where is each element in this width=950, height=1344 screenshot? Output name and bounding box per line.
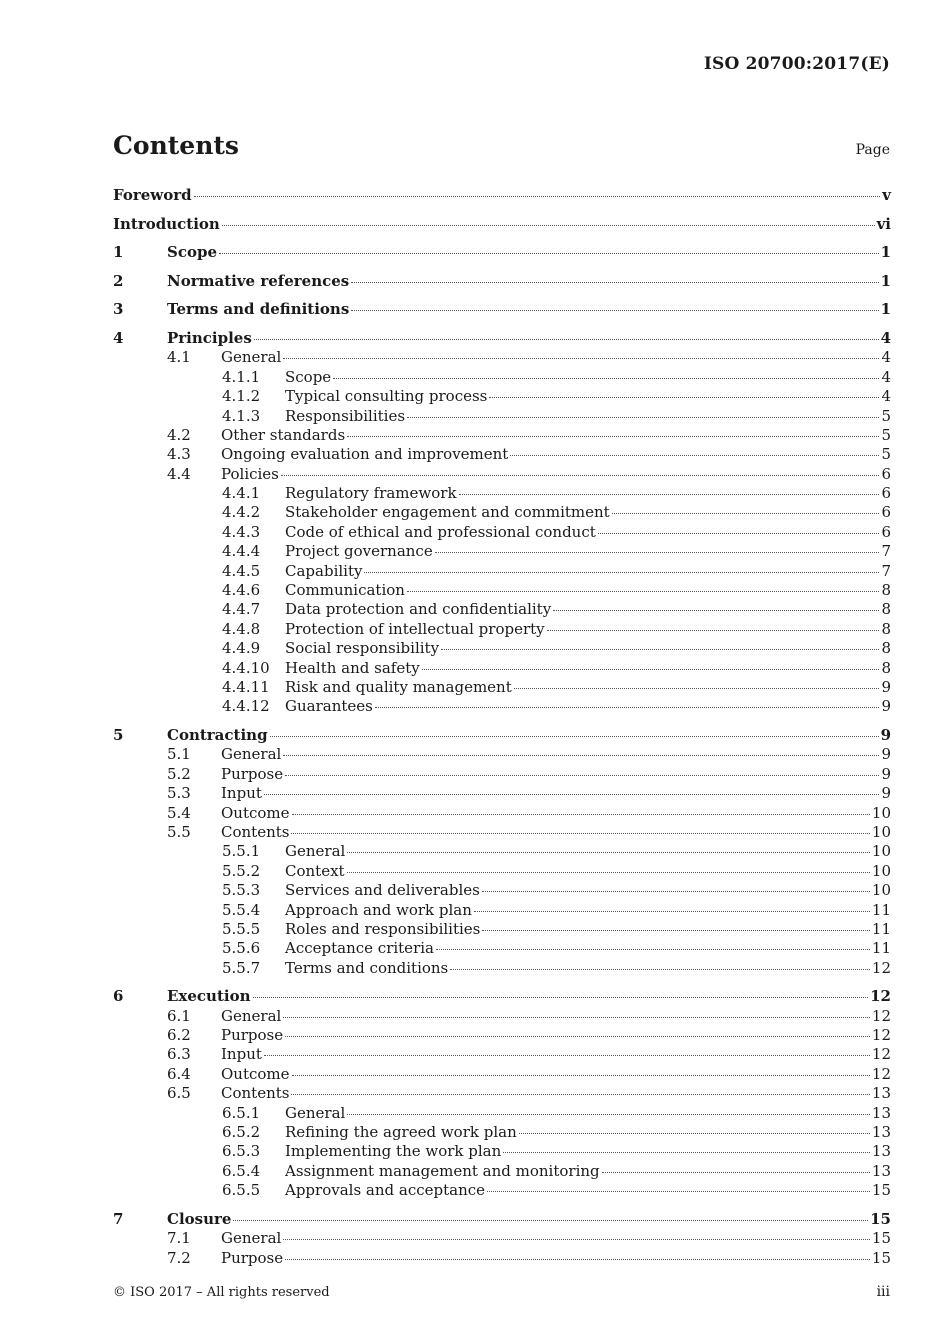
toc-entry-page: 13 — [871, 1161, 891, 1180]
toc-entry-title: Refining the agreed work plan — [285, 1123, 517, 1141]
toc-entry-title: Outcome — [221, 803, 290, 822]
toc-entry[interactable] — [113, 862, 891, 881]
toc-entry-title: General — [285, 842, 346, 861]
toc-dot-leader — [351, 310, 878, 311]
toc-dot-leader — [253, 997, 869, 998]
toc-entry-title: Roles and responsibilities — [285, 919, 481, 938]
toc-dot-leader — [347, 436, 879, 437]
toc-entry-title: Typical consulting process — [285, 387, 488, 406]
toc-entry[interactable] — [113, 581, 891, 600]
toc-entry-title: Normative references — [167, 271, 350, 290]
toc-entry-page: 6 — [881, 522, 891, 541]
toc-entry-title: Introduction — [113, 214, 220, 233]
toc-entry-page: 9 — [881, 697, 891, 716]
toc-entry-page: 11 — [871, 900, 891, 919]
toc-entry[interactable] — [113, 639, 891, 658]
toc-entry-number: 4.2 — [167, 425, 191, 444]
toc-entry[interactable] — [113, 1181, 891, 1200]
toc-entry-page: 5 — [881, 406, 891, 425]
toc-entry-title: Health and safety — [285, 658, 420, 677]
toc-entry-title: Project governance — [285, 542, 433, 561]
toc-entry-number: 6.1 — [167, 1006, 191, 1025]
toc-entry-title: Foreword — [113, 186, 192, 204]
toc-entry-page: 12 — [871, 1006, 891, 1025]
toc-entry[interactable] — [113, 445, 891, 464]
toc-entry[interactable] — [113, 1201, 891, 1230]
toc-entry[interactable] — [113, 1084, 891, 1103]
toc-dot-leader — [285, 775, 879, 776]
toc-entry-page: 12 — [870, 987, 891, 1006]
toc-entry-title: Capability — [285, 561, 363, 580]
toc-dot-leader — [333, 378, 879, 379]
toc-entry-number: 6.5.4 — [222, 1161, 261, 1180]
toc-entry-number: 4.4.8 — [222, 619, 261, 638]
toc-entry-title: Ongoing evaluation and improvement — [221, 445, 509, 464]
toc-entry-number: 5.5.6 — [222, 939, 261, 958]
toc-entry-page: 1 — [880, 243, 891, 262]
table-of-contents — [113, 186, 891, 1268]
toc-entry[interactable] — [113, 234, 891, 263]
toc-entry-number: 4.1.3 — [222, 406, 261, 425]
toc-dot-leader — [283, 755, 879, 756]
toc-entry[interactable] — [113, 263, 891, 292]
toc-entry-page: 1 — [880, 300, 891, 319]
toc-entry-number: 4.1.1 — [222, 367, 261, 386]
toc-dot-leader — [503, 1152, 870, 1153]
toc-entry-page: 9 — [880, 725, 891, 744]
toc-entry-title: Terms and conditions — [285, 958, 449, 977]
toc-dot-leader — [292, 814, 870, 815]
toc-entry-title: Services and deliverables — [285, 881, 480, 900]
toc-entry-number: 4.1.2 — [222, 387, 261, 406]
toc-entry-title: Purpose — [221, 764, 284, 783]
toc-entry-number: 6.5.3 — [222, 1142, 261, 1161]
toc-entry-number: 6.5.5 — [222, 1181, 261, 1200]
toc-entry-title: Contracting — [167, 725, 268, 744]
toc-dot-leader — [222, 225, 875, 226]
toc-entry-number: 4.4.10 — [222, 658, 270, 677]
toc-entry[interactable] — [113, 542, 891, 561]
toc-entry-number: 5.5.5 — [222, 919, 261, 938]
toc-entry-title: Contents — [221, 1084, 290, 1103]
toc-entry-number: 5.5.4 — [222, 900, 261, 919]
toc-entry-number: 4.4.6 — [222, 581, 261, 600]
toc-entry-page: 10 — [871, 842, 891, 861]
toc-entry[interactable] — [113, 1249, 891, 1268]
toc-entry-title: Scope — [167, 243, 218, 262]
toc-entry[interactable] — [113, 348, 891, 367]
toc-entry-number: 4.4.11 — [222, 678, 270, 696]
toc-entry-number: 7.1 — [167, 1229, 191, 1248]
toc-dot-leader — [435, 552, 880, 553]
toc-dot-leader — [489, 397, 879, 398]
toc-entry-number: 5 — [113, 725, 124, 744]
toc-entry-title: Assignment management and monitoring — [285, 1161, 600, 1180]
toc-dot-leader — [510, 455, 879, 456]
toc-entry-title: Data protection and confidentiality — [285, 600, 552, 619]
toc-entry-page: 6 — [881, 484, 891, 503]
toc-entry-title: Responsibilities — [285, 406, 406, 425]
toc-entry-title: Approach and work plan — [285, 900, 472, 919]
toc-dot-leader — [347, 872, 870, 873]
toc-entry[interactable] — [113, 678, 891, 697]
toc-entry[interactable] — [113, 1045, 891, 1064]
toc-dot-leader — [285, 1259, 870, 1260]
toc-dot-leader — [264, 794, 880, 795]
toc-entry-page: 10 — [871, 822, 891, 841]
toc-entry-title: General — [285, 1103, 346, 1122]
toc-entry-page: 6 — [881, 464, 891, 483]
toc-entry-title: Principles — [167, 328, 252, 347]
toc-entry[interactable] — [113, 186, 891, 205]
toc-entry-number: 5.5 — [167, 822, 191, 841]
toc-entry[interactable] — [113, 823, 891, 842]
toc-entry-page: 8 — [881, 600, 891, 619]
toc-entry-number: 4.4.1 — [222, 484, 261, 503]
toc-entry-title: Stakeholder engagement and commitment — [285, 503, 610, 522]
toc-entry-page: 11 — [871, 919, 891, 938]
toc-dot-leader — [219, 253, 879, 254]
toc-entry[interactable] — [113, 1104, 891, 1123]
toc-entry[interactable] — [113, 562, 891, 581]
toc-entry-number: 4 — [113, 328, 124, 347]
toc-entry-number: 4.4.12 — [222, 697, 270, 716]
toc-entry-title: Input — [221, 784, 262, 803]
toc-entry[interactable] — [113, 717, 891, 746]
toc-entry-number: 5.4 — [167, 803, 191, 822]
toc-entry-page: vi — [876, 214, 891, 233]
toc-entry[interactable] — [113, 697, 891, 716]
toc-entry-page: 13 — [871, 1142, 891, 1161]
toc-entry-title: Terms and definitions — [167, 300, 350, 319]
toc-dot-leader — [364, 572, 879, 573]
toc-entry[interactable] — [113, 426, 891, 445]
toc-entry-number: 6.4 — [167, 1064, 191, 1083]
toc-entry-page: 4 — [880, 328, 891, 347]
toc-entry-title: Code of ethical and professional conduct — [285, 522, 596, 541]
toc-entry-title: Other standards — [221, 425, 346, 444]
toc-entry-page: 12 — [871, 1064, 891, 1083]
toc-dot-leader — [459, 494, 880, 495]
toc-dot-leader — [233, 1220, 868, 1221]
toc-entry-page: 1 — [880, 271, 891, 290]
toc-entry-page: 8 — [881, 619, 891, 638]
page-title: Contents — [113, 131, 240, 160]
toc-entry-page: 10 — [871, 861, 891, 880]
toc-entry[interactable] — [113, 842, 891, 861]
toc-entry-title: Regulatory framework — [285, 484, 457, 503]
toc-dot-leader — [514, 688, 880, 689]
toc-entry[interactable] — [113, 978, 891, 1007]
toc-dot-leader — [283, 358, 879, 359]
toc-entry[interactable] — [113, 920, 891, 939]
toc-entry[interactable] — [113, 1142, 891, 1161]
toc-entry-page: 11 — [871, 939, 891, 958]
toc-entry-number: 5.1 — [167, 745, 191, 764]
toc-entry-title: Purpose — [221, 1248, 284, 1267]
toc-entry-number: 4.4.5 — [222, 561, 261, 580]
toc-entry-title: Risk and quality management — [285, 678, 512, 696]
toc-entry-title: Implementing the work plan — [285, 1142, 502, 1161]
toc-entry[interactable] — [113, 1007, 891, 1026]
toc-entry-number: 4.4.4 — [222, 542, 261, 561]
toc-entry-title: General — [221, 1006, 282, 1025]
toc-dot-leader — [487, 1191, 870, 1192]
toc-entry[interactable] — [113, 881, 891, 900]
toc-entry-number: 4.4.2 — [222, 503, 261, 522]
toc-dot-leader — [281, 475, 880, 476]
toc-entry-number: 6 — [113, 987, 124, 1006]
toc-entry-number: 1 — [113, 243, 124, 262]
toc-entry[interactable] — [113, 523, 891, 542]
toc-entry-title: Approvals and acceptance — [285, 1181, 486, 1200]
toc-dot-leader — [602, 1172, 870, 1173]
toc-entry-title: General — [221, 745, 282, 764]
toc-entry-number: 5.5.7 — [222, 958, 261, 977]
toc-entry-number: 4.3 — [167, 445, 191, 464]
toc-entry-number: 7.2 — [167, 1248, 191, 1267]
toc-entry-number: 4.4.7 — [222, 600, 261, 619]
toc-entry-page: 15 — [870, 1209, 891, 1228]
toc-entry-page: 6 — [881, 503, 891, 522]
toc-entry-number: 6.3 — [167, 1045, 191, 1064]
toc-entry-page: 7 — [881, 542, 891, 561]
footer-copyright: © ISO 2017 – All rights reserved — [113, 1285, 330, 1300]
toc-dot-leader — [547, 630, 880, 631]
toc-dot-leader — [254, 339, 879, 340]
toc-entry-number: 6.5 — [167, 1084, 191, 1103]
toc-entry-title: Closure — [167, 1209, 232, 1228]
toc-entry[interactable] — [113, 503, 891, 522]
toc-entry-number: 4.4.9 — [222, 639, 261, 658]
toc-entry[interactable] — [113, 291, 891, 320]
toc-dot-leader — [283, 1017, 870, 1018]
toc-entry[interactable] — [113, 659, 891, 678]
toc-entry-page: 8 — [881, 639, 891, 658]
toc-dot-leader — [482, 930, 870, 931]
toc-entry-title: Context — [285, 861, 345, 880]
toc-entry-page: 9 — [881, 745, 891, 764]
toc-entry-title: Execution — [167, 987, 251, 1006]
toc-dot-leader — [347, 852, 870, 853]
toc-entry[interactable] — [113, 1026, 891, 1045]
toc-entry-number: 3 — [113, 300, 124, 319]
toc-entry-title: Purpose — [221, 1026, 284, 1045]
toc-dot-leader — [553, 610, 879, 611]
toc-entry-number: 7 — [113, 1209, 124, 1228]
toc-dot-leader — [441, 649, 879, 650]
toc-entry-number: 5.5.3 — [222, 881, 261, 900]
toc-entry-page: 10 — [871, 881, 891, 900]
toc-dot-leader — [351, 282, 878, 283]
toc-entry-title: Contents — [221, 822, 290, 841]
toc-entry-page: 9 — [881, 678, 891, 696]
toc-entry-title: Communication — [285, 581, 405, 600]
toc-entry-title: Guarantees — [285, 697, 373, 716]
toc-entry-number: 4.4 — [167, 464, 191, 483]
toc-entry[interactable] — [113, 484, 891, 503]
toc-entry-title: Policies — [221, 464, 279, 483]
toc-entry-page: 15 — [871, 1248, 891, 1267]
page-column-label: Page — [855, 142, 890, 158]
toc-entry-number: 6.2 — [167, 1026, 191, 1045]
toc-entry-title: General — [221, 1229, 282, 1248]
toc-entry-page: v — [882, 186, 891, 204]
toc-entry-title: Acceptance criteria — [285, 939, 434, 958]
toc-entry[interactable] — [113, 901, 891, 920]
toc-entry[interactable] — [113, 620, 891, 639]
toc-dot-leader — [422, 669, 880, 670]
document-identifier: ISO 20700:2017(E) — [703, 54, 890, 74]
toc-entry-page: 13 — [871, 1103, 891, 1122]
toc-entry-number: 4.1 — [167, 348, 191, 367]
toc-entry-number: 5.3 — [167, 784, 191, 803]
toc-dot-leader — [283, 1239, 870, 1240]
toc-dot-leader — [407, 417, 879, 418]
toc-entry-page: 4 — [881, 387, 891, 406]
toc-entry[interactable] — [113, 784, 891, 803]
toc-dot-leader — [292, 1075, 870, 1076]
toc-entry[interactable] — [113, 368, 891, 387]
toc-entry-number: 5.2 — [167, 764, 191, 783]
toc-dot-leader — [194, 196, 881, 197]
toc-entry-number: 4.4.3 — [222, 522, 261, 541]
toc-entry-page: 7 — [881, 561, 891, 580]
toc-entry-number: 2 — [113, 271, 124, 290]
toc-dot-leader — [612, 513, 880, 514]
toc-entry[interactable] — [113, 1162, 891, 1181]
toc-dot-leader — [291, 833, 869, 834]
toc-dot-leader — [598, 533, 880, 534]
toc-entry-page: 12 — [871, 1045, 891, 1064]
toc-dot-leader — [375, 707, 880, 708]
toc-entry[interactable] — [113, 745, 891, 764]
toc-entry-title: Social responsibility — [285, 639, 440, 658]
toc-entry[interactable] — [113, 959, 891, 978]
toc-entry-page: 8 — [881, 581, 891, 600]
toc-entry-page: 10 — [871, 803, 891, 822]
toc-entry-page: 9 — [881, 764, 891, 783]
toc-entry-number: 6.5.2 — [222, 1123, 261, 1141]
toc-entry[interactable] — [113, 205, 891, 234]
toc-entry-page: 9 — [881, 784, 891, 803]
toc-entry[interactable] — [113, 407, 891, 426]
toc-entry[interactable] — [113, 1229, 891, 1248]
toc-entry-page: 5 — [881, 445, 891, 464]
toc-dot-leader — [264, 1055, 870, 1056]
toc-dot-leader — [347, 1114, 870, 1115]
toc-entry[interactable] — [113, 765, 891, 784]
toc-entry-number: 5.5.1 — [222, 842, 261, 861]
toc-entry[interactable] — [113, 387, 891, 406]
toc-dot-leader — [482, 891, 870, 892]
toc-entry-page: 8 — [881, 658, 891, 677]
toc-entry[interactable] — [113, 939, 891, 958]
toc-entry-page: 4 — [881, 367, 891, 386]
footer-page-number: iii — [876, 1284, 890, 1300]
toc-dot-leader — [450, 969, 870, 970]
toc-entry-page: 13 — [871, 1084, 891, 1103]
toc-entry[interactable] — [113, 804, 891, 823]
toc-dot-leader — [474, 911, 870, 912]
toc-dot-leader — [407, 591, 880, 592]
toc-entry-number: 5.5.2 — [222, 861, 261, 880]
toc-dot-leader — [519, 1133, 870, 1134]
toc-entry-title: Protection of intellectual property — [285, 619, 545, 638]
toc-entry-title: Input — [221, 1045, 262, 1064]
toc-entry[interactable] — [113, 1065, 891, 1084]
toc-entry-page: 5 — [881, 425, 891, 444]
toc-entry[interactable] — [113, 320, 891, 349]
toc-entry-page: 15 — [871, 1229, 891, 1248]
toc-entry-number: 6.5.1 — [222, 1103, 261, 1122]
toc-entry[interactable] — [113, 465, 891, 484]
toc-entry-page: 15 — [871, 1181, 891, 1200]
toc-entry-page: 12 — [871, 1026, 891, 1045]
toc-entry-page: 4 — [881, 348, 891, 367]
toc-entry-title: Scope — [285, 367, 332, 386]
toc-entry-page: 12 — [871, 958, 891, 977]
toc-dot-leader — [436, 949, 870, 950]
toc-dot-leader — [291, 1094, 869, 1095]
toc-entry[interactable] — [113, 600, 891, 619]
toc-entry-title: General — [221, 348, 282, 367]
toc-entry-page: 13 — [871, 1123, 891, 1141]
toc-entry[interactable] — [113, 1123, 891, 1142]
toc-entry-title: Outcome — [221, 1064, 290, 1083]
toc-dot-leader — [285, 1036, 870, 1037]
toc-dot-leader — [270, 736, 879, 737]
